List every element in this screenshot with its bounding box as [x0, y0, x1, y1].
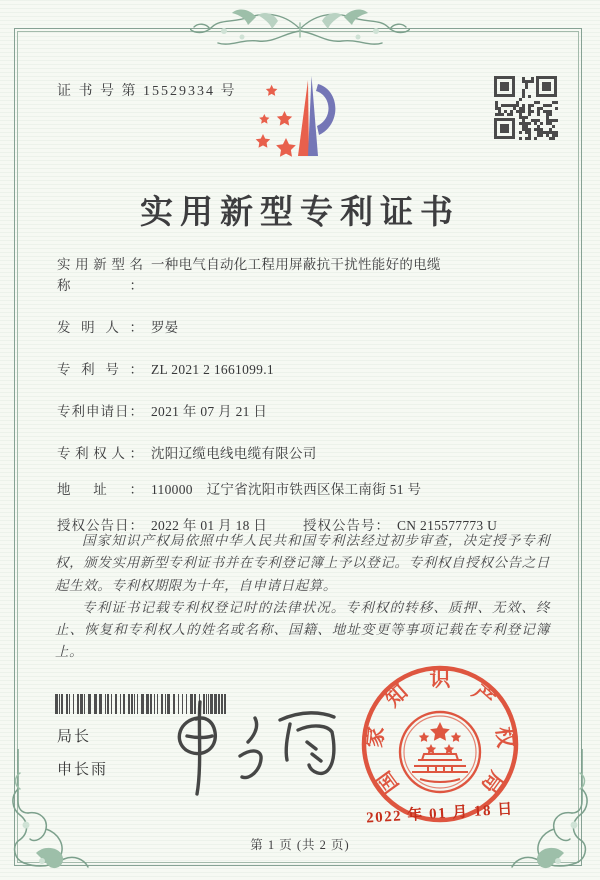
field-label: 专利权人：	[57, 446, 143, 461]
svg-text:识: 识	[429, 667, 451, 691]
svg-text:产: 产	[467, 679, 500, 712]
field-value: 罗晏	[151, 320, 179, 335]
field-label: 专利号：	[57, 362, 143, 377]
svg-text:知: 知	[380, 679, 413, 712]
field-label: 专利申请日：	[57, 404, 143, 419]
seal-date: 2022 年 01 月 18 日	[365, 801, 515, 827]
page-number: 第 1 页 (共 2 页)	[250, 838, 350, 852]
field-value: ZL 2021 2 1661099.1	[151, 362, 274, 377]
certificate-fields	[57, 254, 550, 536]
field-value: 沈阳辽缆电线电缆有限公司	[151, 446, 317, 461]
field-label: 地址：	[57, 482, 143, 497]
field-row-inventor	[57, 317, 550, 338]
field-label: 发明人：	[57, 320, 143, 335]
handwritten-signature	[160, 688, 345, 803]
svg-text:局: 局	[476, 766, 509, 798]
field-label: 授权公告日：	[57, 518, 143, 533]
field-row-patent-number	[57, 359, 550, 380]
svg-text:家: 家	[362, 725, 389, 749]
signer-name: 申长雨	[57, 761, 109, 778]
field-row-filing-date	[57, 401, 550, 422]
field-row-address	[57, 479, 550, 500]
legal-text	[55, 530, 550, 664]
signer-title: 局长	[57, 728, 92, 745]
field-value: 110000 辽宁省沈阳市铁西区保工南街 51 号	[151, 482, 422, 497]
legal-paragraph-2: 专利证书记载专利权登记时的法律状况。专利权的转移、质押、无效、终止、恢复和专利权人的姓名或名称、国籍、地址变更等事项记载在专利登记簿上。	[55, 599, 550, 660]
certificate-number: 证 书 号 第 15529334 号	[57, 84, 237, 99]
certificate-title: 实用新型专利证书	[140, 195, 460, 231]
field-label: 授权公告号：	[303, 518, 389, 533]
legal-paragraph-1: 国家知识产权局依照中华人民共和国专利法经过初步审查，决定授予专利权，颁发实用新型专利证书并在专利登记簿上予以登记。专利权自授权公告之日起生效。专利权期限为十年，自申请日起算。	[55, 533, 550, 593]
signer-block	[57, 720, 108, 786]
field-label: 实用新型名称：	[57, 257, 143, 293]
field-value: 一种电气自动化工程用屏蔽抗干扰性能好的电缆	[151, 257, 441, 272]
field-row-patentee	[57, 443, 550, 464]
field-value: CN 215577773 U	[397, 518, 498, 533]
svg-text:权: 权	[491, 725, 518, 749]
qr-code	[494, 76, 560, 142]
svg-text:国: 国	[371, 766, 404, 798]
field-value: 2022 年 01 月 18 日	[151, 518, 268, 533]
field-value: 2021 年 07 月 21 日	[151, 404, 268, 419]
cnipa-logo-icon	[238, 74, 338, 164]
field-row-name	[57, 254, 550, 296]
